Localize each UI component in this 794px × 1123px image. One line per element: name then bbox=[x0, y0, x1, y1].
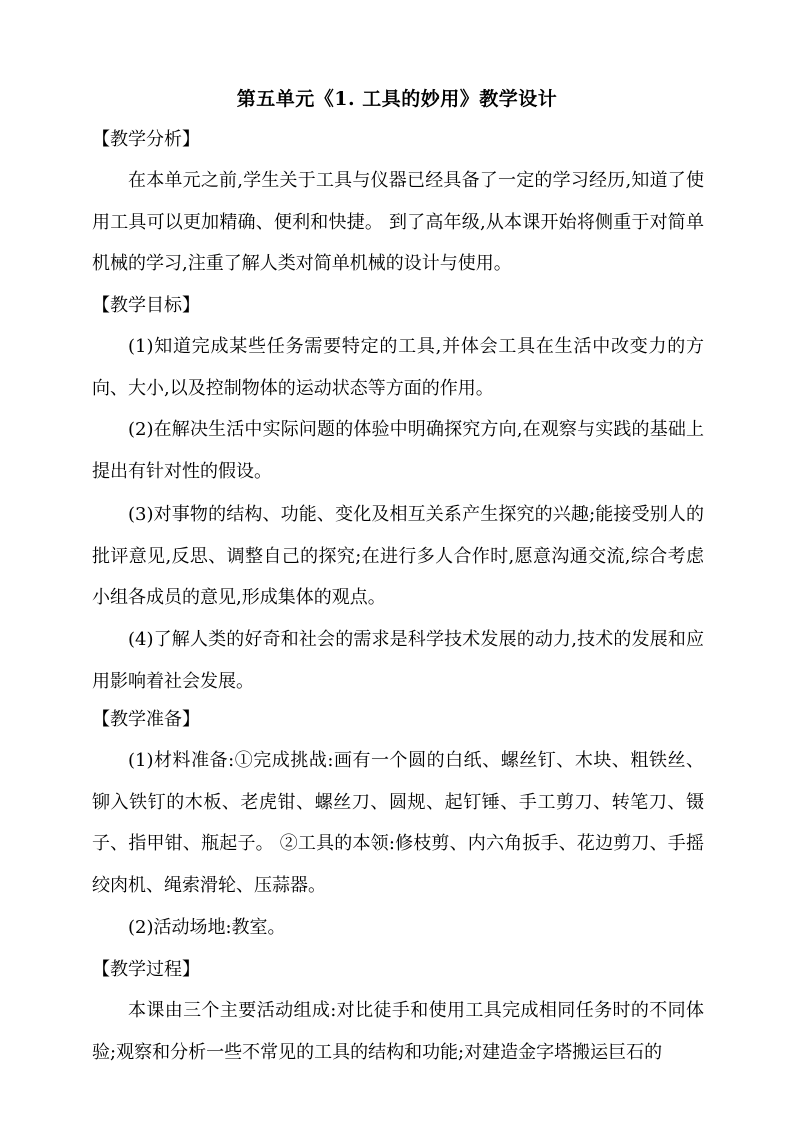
document-title: 第五单元《1. 工具的妙用》教学设计 bbox=[236, 88, 558, 110]
section-heading-analysis: 【教学分析】 bbox=[92, 129, 200, 150]
section-heading-process: 【教学过程】 bbox=[92, 959, 200, 980]
preparation-paragraph-1: (1)材料准备:①完成挑战:画有一个圆的白纸、螺丝钉、木块、粗铁丝、铆入铁钉的木板、老虎钳、螺丝刀、圆规、起钉锤、手工剪刀、转笔刀、镊子、指甲钳、瓶起子。 ②工具的本领:修枝剪、内六角扳手、花边剪刀、手摇绞肉机、绳索滑轮、压蒜器。 bbox=[92, 750, 704, 896]
objective-paragraph-2: (2)在解决生活中实际问题的体验中明确探究方向,在观察与实践的基础上提出有针对性的假设。 bbox=[92, 419, 704, 482]
objective-paragraph-4: (4)了解人类的好奇和社会的需求是科学技术发展的动力,技术的发展和应用影响着社会发展。 bbox=[92, 629, 704, 692]
process-paragraph: 本课由三个主要活动组成:对比徒手和使用工具完成相同任务时的不同体验;观察和分析一些不常见的工具的结构和功能;对建造金字塔搬运巨石的 bbox=[92, 1000, 704, 1063]
preparation-paragraph-2: (2)活动场地:教室。 bbox=[128, 917, 286, 938]
objective-paragraph-3: (3)对事物的结构、功能、变化及相互关系产生探究的兴趣;能接受别人的批评意见,反思、调整自己的探究;在进行多人合作时,愿意沟通交流,综合考虑小组各成员的意见,形成集体的观点。 bbox=[92, 504, 704, 608]
section-heading-preparation: 【教学准备】 bbox=[92, 709, 200, 730]
objective-paragraph-1: (1)知道完成某些任务需要特定的工具,并体会工具在生活中改变力的方向、大小,以及控制物体的运动状态等方面的作用。 bbox=[92, 336, 704, 399]
analysis-paragraph: 在本单元之前,学生关于工具与仪器已经具备了一定的学习经历,知道了使用工具可以更加精确、便利和快捷。 到了高年级,从本课开始将侧重于对简单机械的学习,注重了解人类对简单机械的设计与使用。 bbox=[92, 170, 704, 274]
section-heading-objectives: 【教学目标】 bbox=[92, 295, 200, 316]
